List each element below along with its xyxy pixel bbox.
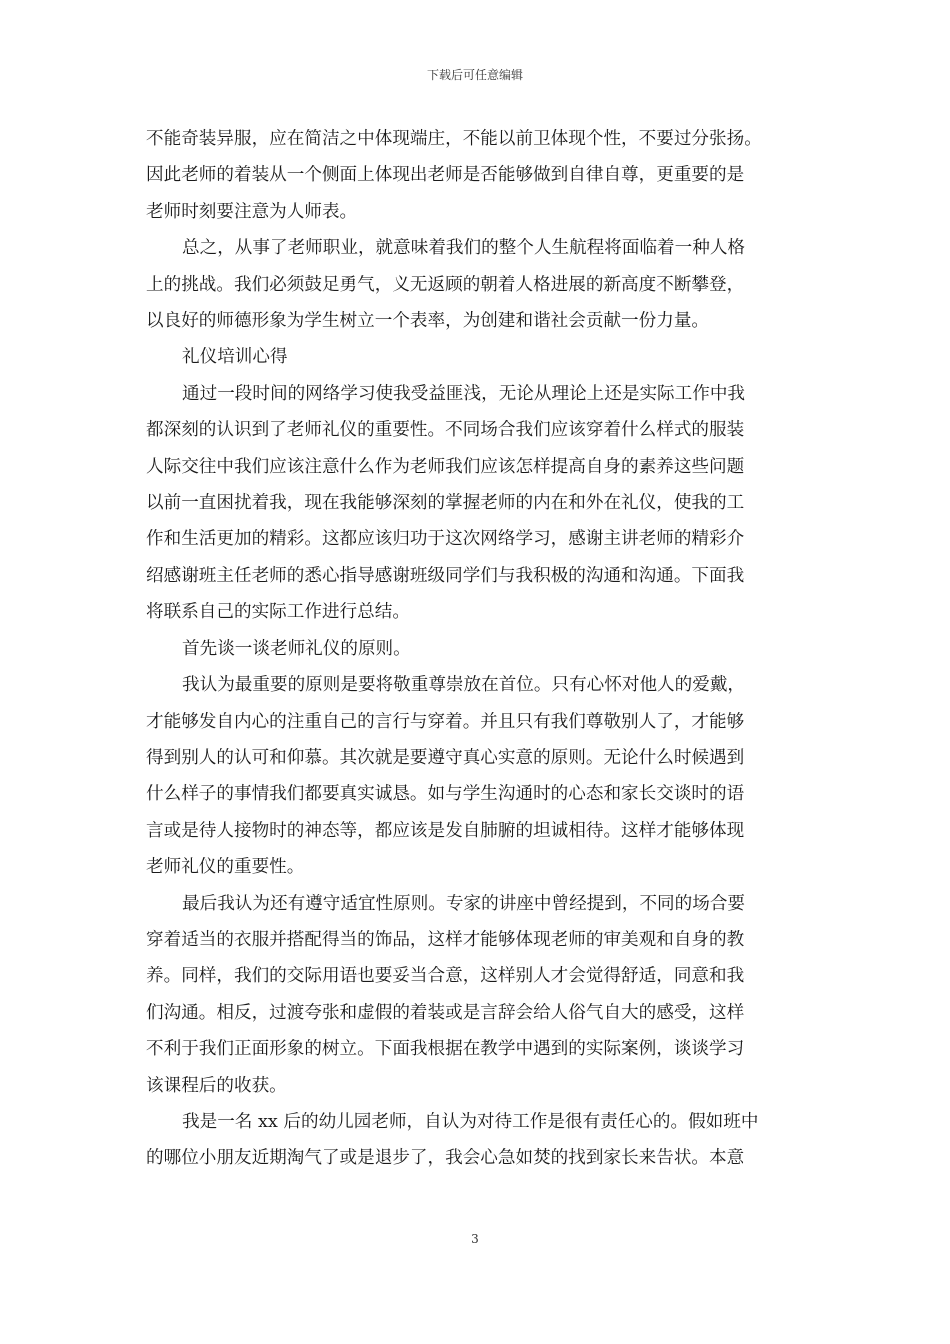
text-line: 总之，从事了老师职业，就意味着我们的整个人生航程将面临着一种人格 xyxy=(182,238,746,259)
text-line: 绍感谢班主任老师的悉心指导感谢班级同学们与我积极的沟通和沟通。下面我 xyxy=(146,565,745,586)
text-line: 老师礼仪的重要性。 xyxy=(146,857,305,878)
text-line: 以前一直困扰着我，现在我能够深刻的掌握老师的内在和外在礼仪，使我的工 xyxy=(146,493,745,514)
text-line: 通过一段时间的网络学习使我受益匪浅，无论从理论上还是实际工作中我 xyxy=(182,383,746,404)
text-line: 得到别人的认可和仰慕。其次就是要遵守真心实意的原则。无论什么时候遇到 xyxy=(146,747,745,768)
text-line: 我认为最重要的原则是要将敬重尊崇放在首位。只有心怀对他人的爱戴， xyxy=(182,675,746,696)
text-line: 不能奇装异服，应在简洁之中体现端庄，不能以前卫体现个性，不要过分张扬。 xyxy=(146,129,762,149)
text-line: 人际交往中我们应该注意什么作为老师我们应该怎样提高自身的素养这些问题 xyxy=(146,456,745,477)
page-header: 下载后可任意编辑 xyxy=(426,68,523,82)
text-line: 不利于我们正面形象的树立。下面我根据在教学中遇到的实际案例，谈谈学习 xyxy=(146,1039,745,1060)
text-line: 最后我认为还有遵守适宜性原则。专家的讲座中曾经提到，不同的场合要 xyxy=(182,893,746,914)
text-line: 以良好的师德形象为学生树立一个表率，为创建和谐社会贡献一份力量。 xyxy=(146,311,710,332)
text-line: 言或是待人接物时的神态等，都应该是发自肺腑的坦诚相待。这样才能够体现 xyxy=(146,820,745,841)
text-line: 因此老师的着装从一个侧面上体现出老师是否能够做到自律自尊，更重要的是 xyxy=(146,165,745,186)
text-line: 礼仪培训心得 xyxy=(182,347,288,368)
text-line: 的哪位小朋友近期淘气了或是退步了，我会心急如焚的找到家长来告状。本意 xyxy=(146,1148,745,1169)
text-line: 上的挑战。我们必须鼓足勇气，义无返顾的朝着人格进展的新高度不断攀登， xyxy=(146,274,745,295)
text-line: 作和生活更加的精彩。这都应该归功于这次网络学习，感谢主讲老师的精彩介 xyxy=(146,529,745,550)
text-line: 该课程后的收获。 xyxy=(146,1075,287,1096)
text-line: 养。同样，我们的交际用语也要妥当合意，这样别人才会觉得舒适，同意和我 xyxy=(146,966,745,987)
text-line: 首先谈一谈老师礼仪的原则。 xyxy=(182,638,411,659)
text-line: 我是一名 xx 后的幼儿园老师，自认为对待工作是很有责任心的。假如班中 xyxy=(182,1111,759,1132)
text-line: 老师时刻要注意为人师表。 xyxy=(146,201,358,222)
document-body xyxy=(146,121,808,1177)
text-line: 什么样子的事情我们都要真实诚恳。如与学生沟通时的心态和家长交谈时的语 xyxy=(146,784,745,805)
text-line: 穿着适当的衣服并搭配得当的饰品，这样才能够体现老师的审美观和自身的教 xyxy=(146,929,745,950)
page-number: 3 xyxy=(471,1232,479,1246)
text-line: 将联系自己的实际工作进行总结。 xyxy=(146,602,410,623)
text-line: 都深刻的认识到了老师礼仪的重要性。不同场合我们应该穿着什么样式的服装 xyxy=(146,420,745,441)
text-line: 们沟通。相反，过渡夸张和虚假的着装或是言辞会给人俗气自大的感受，这样 xyxy=(146,1002,745,1023)
text-line: 才能够发自内心的注重自己的言行与穿着。并且只有我们尊敬别人了，才能够 xyxy=(146,711,745,732)
